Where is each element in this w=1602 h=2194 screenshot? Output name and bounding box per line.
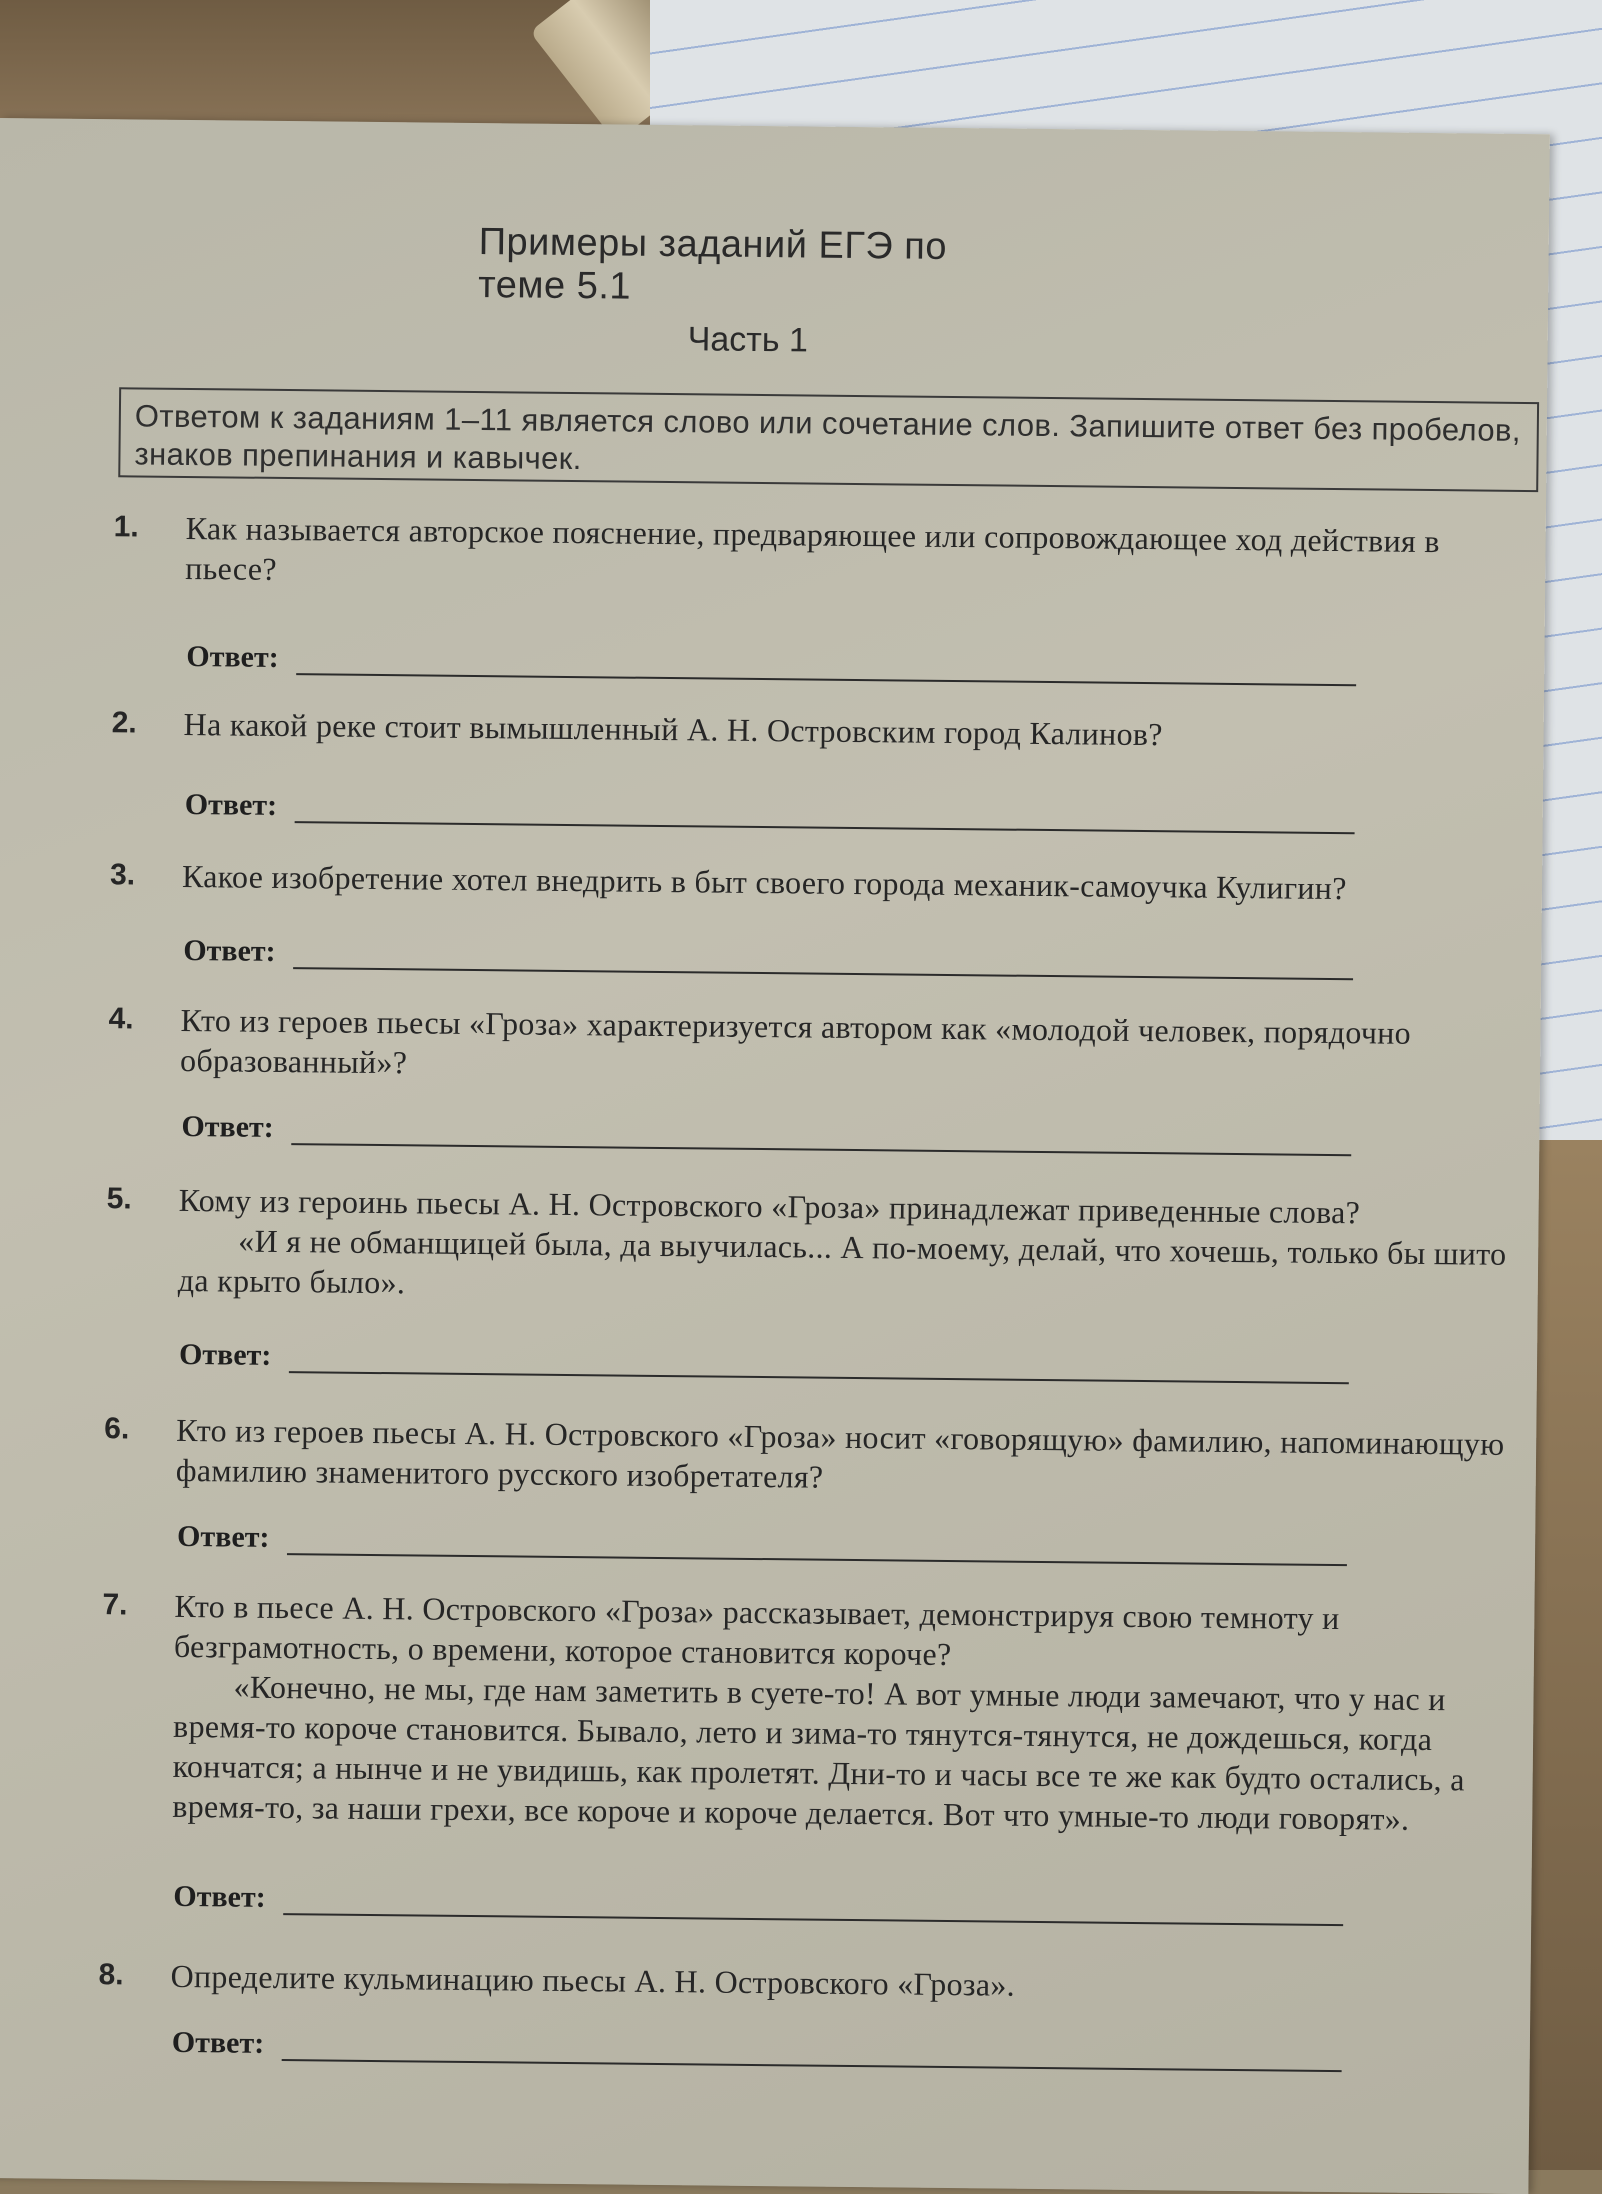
answer-row-2: [185, 788, 1365, 840]
question-quote: «И я не обманщицей была, да выучилась... А по-моему, делай, что хочешь, только бы шито да крыто было».: [177, 1222, 1507, 1301]
answer-line-1[interactable]: [296, 673, 1356, 686]
answer-line-8[interactable]: [282, 2059, 1342, 2072]
answer-line-4[interactable]: [291, 1143, 1351, 1156]
answer-label: Ответ:: [184, 787, 278, 822]
answer-line-7[interactable]: [283, 1913, 1343, 1926]
question-text: Кто из героев пьесы «Гроза» характеризуется автором как «молодой человек, порядочно образованный»?: [179, 1001, 1412, 1081]
answer-row-5: [179, 1338, 1359, 1390]
answer-label: Ответ:: [176, 1519, 270, 1554]
question-text: Кто в пьесе А. Н. Островского «Гроза» рассказывает, демонстрируя свою темноту и безграмотность, о времени, которое становится короче?: [173, 1587, 1340, 1673]
page-title: Примеры заданий ЕГЭ по теме 5.1: [478, 221, 948, 308]
question-quote: «Конечно, не мы, где нам заметить в суете-то! А вот умные люди замечают, что у нас и время-то короче становится. Бывало, лето и зима-то тянутся-тянутся, не дождешься, когда кончатся; а нынче и не увидишь, как пролетят. Дни-то и часы все те же как будто остались, а время-то, за наши грехи, все короче и короче делается. Вот что умные-то люди говорят».: [172, 1668, 1465, 1837]
question-8: [98, 1955, 1518, 2010]
question-5: [106, 1179, 1527, 1314]
answer-label: Ответ:: [181, 1109, 274, 1144]
answer-line-3[interactable]: [293, 967, 1353, 980]
question-number: 3.: [109, 858, 136, 892]
question-7: [100, 1585, 1522, 1840]
answer-row-8: [172, 2026, 1352, 2078]
question-6: [104, 1409, 1525, 1504]
question-4: [108, 999, 1529, 1094]
answer-label: Ответ:: [183, 933, 276, 968]
question-number: 5.: [106, 1182, 132, 1216]
question-text: Как называется авторское пояснение, предваряющее или сопровождающее ход действия в пьесе?: [185, 509, 1440, 587]
answer-label: Ответ:: [173, 1879, 266, 1914]
answer-row-7: [173, 1880, 1353, 1932]
answer-label: Ответ:: [186, 639, 279, 674]
question-text: Определите кульминацию пьесы А. Н. Островского «Гроза».: [170, 1957, 1016, 2003]
answer-row-4: [181, 1110, 1361, 1162]
answer-label: Ответ:: [178, 1337, 272, 1372]
answer-line-2[interactable]: [295, 821, 1355, 834]
question-number: 1.: [113, 510, 139, 544]
question-text: Кто из героев пьесы А. Н. Островского «Гроза» носит «говорящую» фамилию, напоминающую фамилию знаменитого русского изобретателя?: [175, 1411, 1505, 1495]
part-heading: Часть 1: [687, 320, 809, 360]
question-number: 2.: [111, 706, 137, 740]
answer-line-5[interactable]: [289, 1371, 1349, 1384]
question-2: [111, 703, 1531, 758]
question-number: 8.: [98, 1958, 124, 1992]
answer-row-1: [186, 640, 1366, 692]
answer-label: Ответ:: [171, 2025, 265, 2060]
worksheet-page: [0, 118, 1550, 2194]
question-number: 6.: [104, 1412, 130, 1446]
instruction-box: Ответом к заданиям 1–11 является слово или сочетание слов. Запишите ответ без пробелов, знаков препинания и кавычек.: [118, 387, 1539, 492]
question-text: Какое изобретение хотел внедрить в быт своего города механик-самоучка Кулигин?: [181, 857, 1347, 907]
answer-row-6: [177, 1520, 1357, 1572]
answer-row-3: [183, 934, 1363, 986]
question-3: [110, 855, 1530, 910]
answer-line-6[interactable]: [287, 1553, 1347, 1566]
question-text: На какой реке стоит вымышленный А. Н. Островским город Калинов?: [183, 705, 1163, 753]
question-1: [113, 507, 1534, 602]
question-number: 7.: [102, 1588, 128, 1622]
question-number: 4.: [108, 1002, 134, 1036]
question-text: Кому из героинь пьесы А. Н. Островского «Гроза» принадлежат приведенные слова?: [178, 1181, 1361, 1231]
